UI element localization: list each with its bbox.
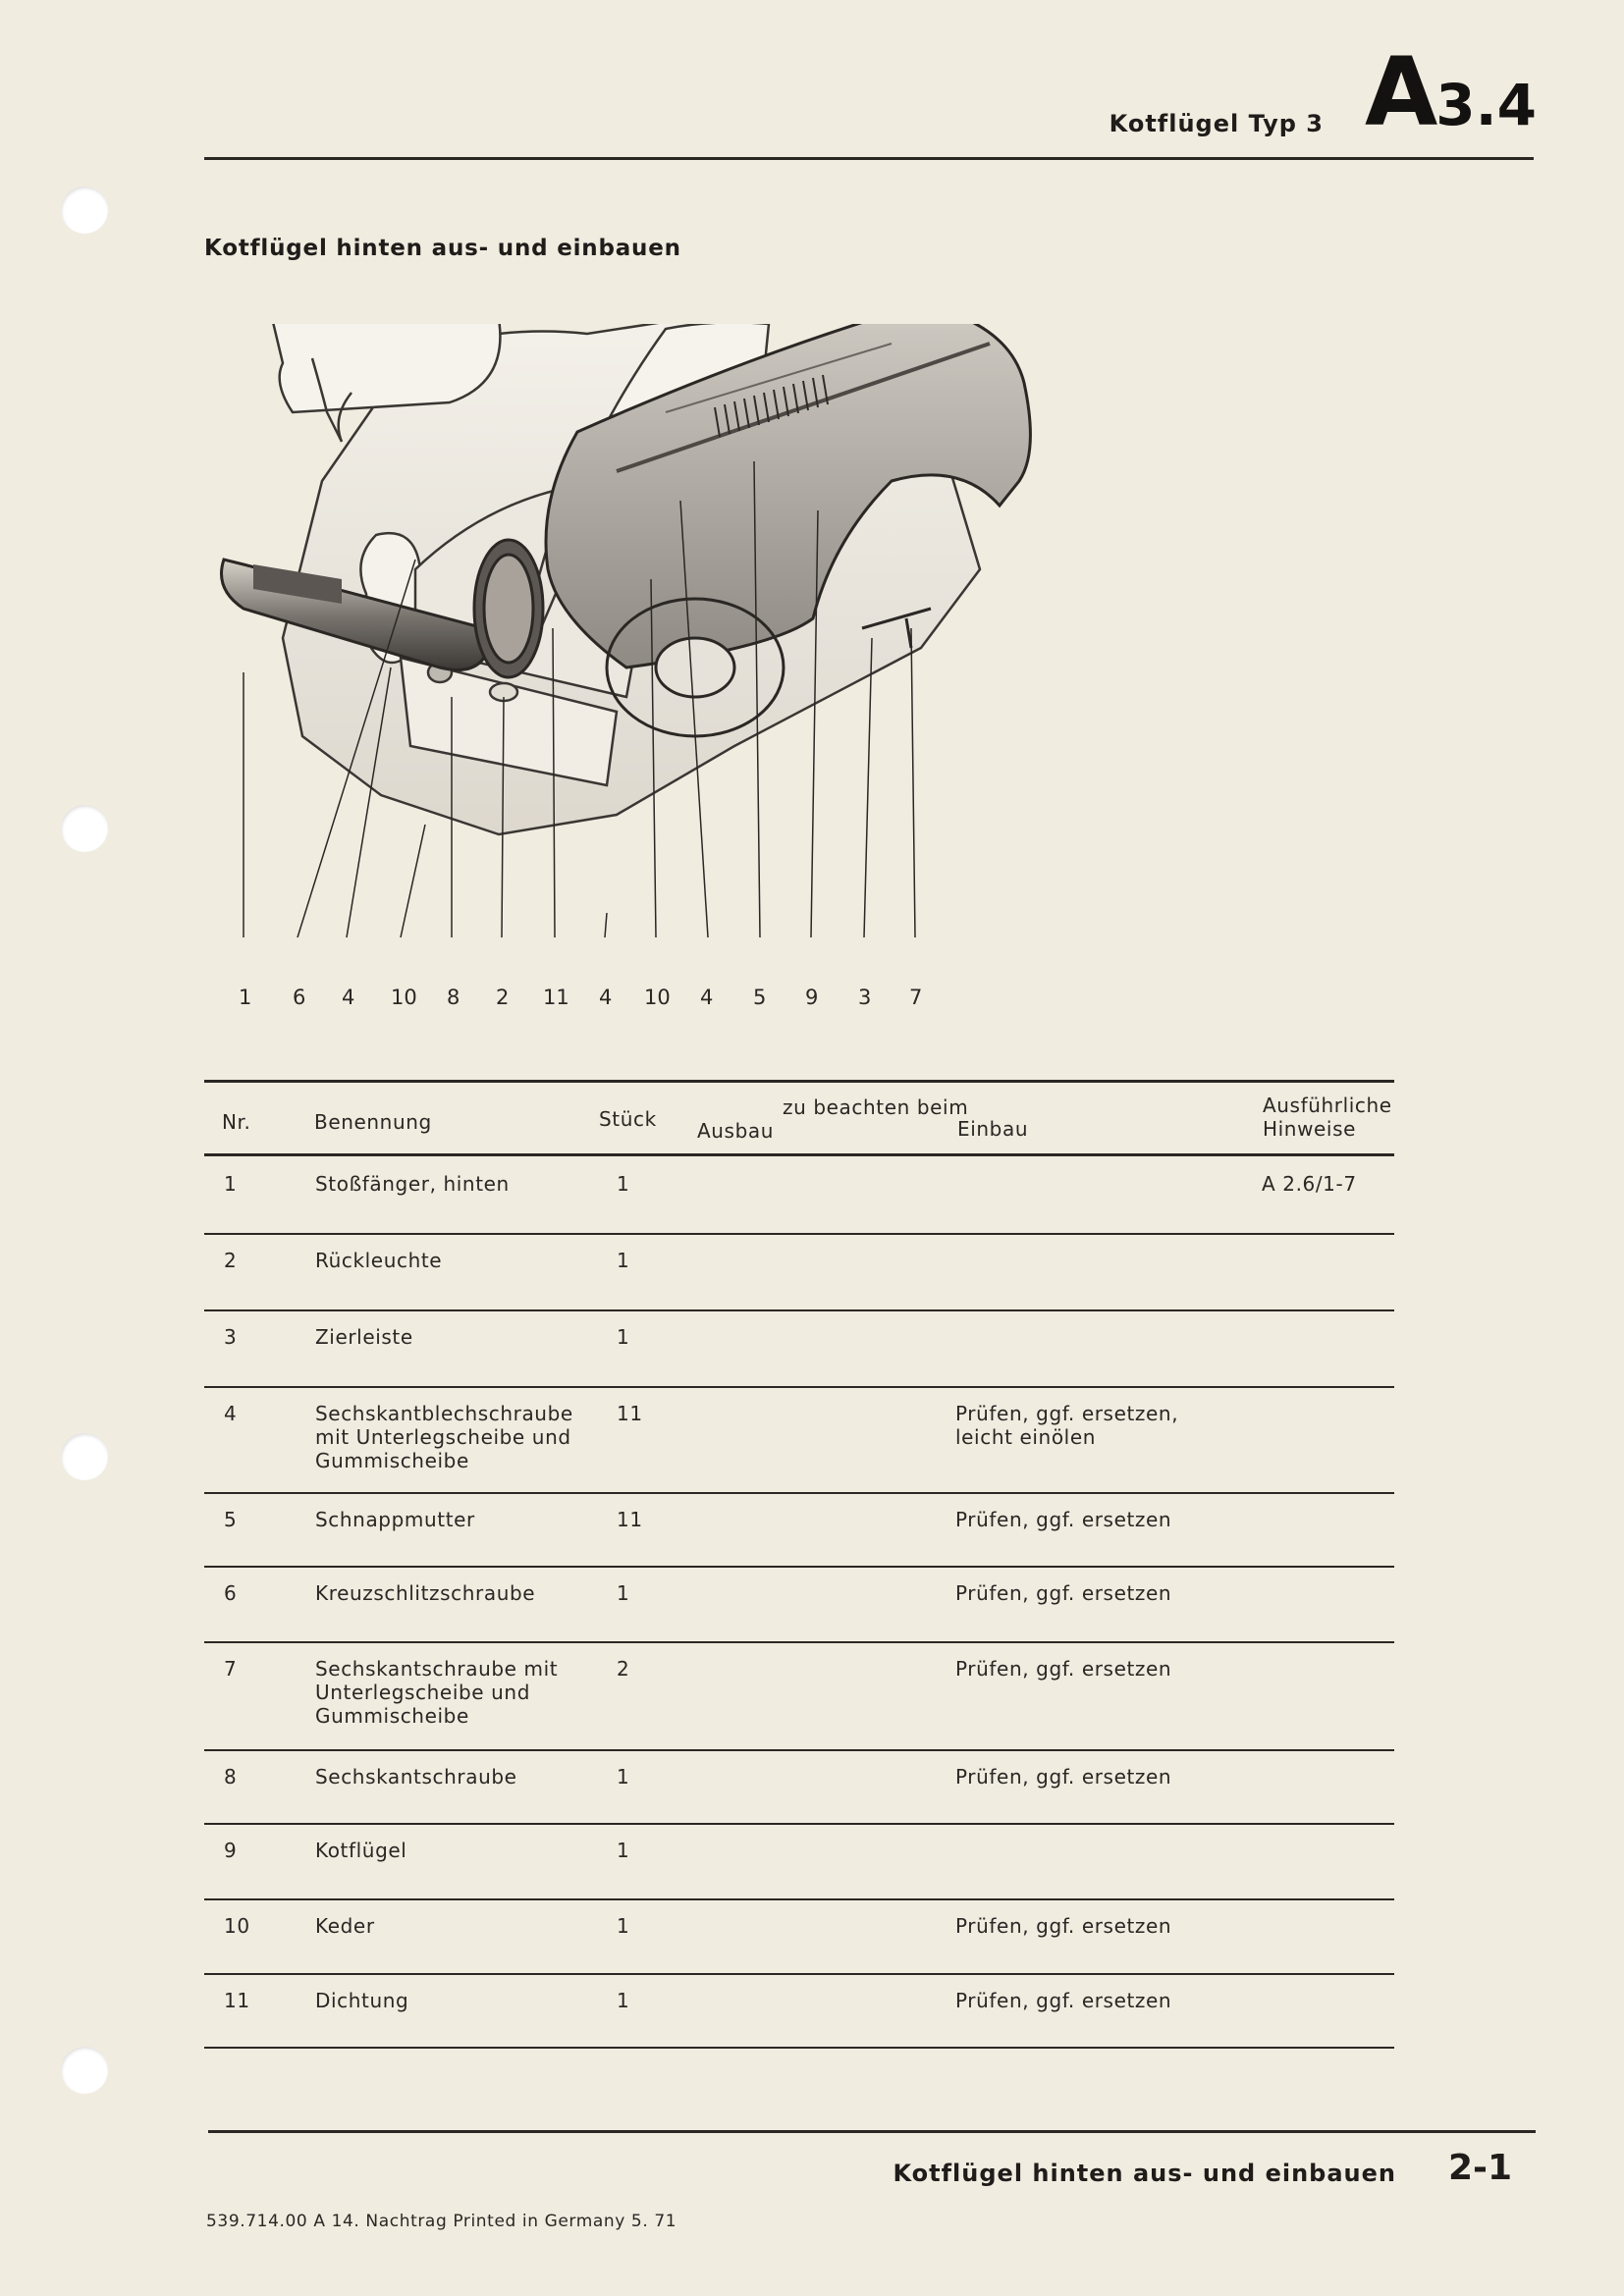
row-einbau: Prüfen, ggf. ersetzen bbox=[955, 1581, 1172, 1605]
row-nr: 1 bbox=[224, 1172, 238, 1196]
row-benennung: Sechskantschraube mit Unterlegscheibe und Gummischeibe bbox=[315, 1657, 559, 1728]
page-number: 2-1 bbox=[1448, 2148, 1513, 2188]
col-header-einbau: Einbau bbox=[957, 1117, 1029, 1141]
row-stueck: 1 bbox=[617, 1325, 630, 1349]
col-header-hinweise: Ausführliche Hinweise bbox=[1263, 1094, 1392, 1141]
row-benennung: Stoßfänger, hinten bbox=[315, 1172, 510, 1196]
row-nr: 6 bbox=[224, 1581, 238, 1605]
callout-9: 9 bbox=[805, 986, 819, 1009]
table-row bbox=[204, 1309, 1394, 1386]
table-row bbox=[204, 1641, 1394, 1749]
footer-rule bbox=[208, 2130, 1536, 2133]
table-row bbox=[204, 1492, 1394, 1566]
callout-2: 2 bbox=[496, 986, 510, 1009]
col-header-group: zu beachten beim bbox=[783, 1095, 969, 1119]
row-benennung: Sechskantblechschraube mit Unterlegscheibe und Gummischeibe bbox=[315, 1402, 573, 1472]
footer-title: Kotflügel hinten aus- und einbauen bbox=[893, 2160, 1396, 2187]
section-code bbox=[1365, 37, 1537, 147]
row-benennung: Rückleuchte bbox=[315, 1249, 443, 1272]
header-rule bbox=[204, 157, 1534, 160]
callout-5: 5 bbox=[753, 986, 767, 1009]
tail-light bbox=[474, 540, 543, 677]
car-rear-fender-illustration bbox=[204, 324, 1407, 1031]
exploded-view-figure bbox=[204, 324, 1407, 1031]
row-einbau: Prüfen, ggf. ersetzen bbox=[955, 1914, 1172, 1938]
callout-4c: 4 bbox=[700, 986, 714, 1009]
row-nr: 9 bbox=[224, 1839, 238, 1862]
punch-hole bbox=[61, 805, 108, 852]
table-row bbox=[204, 1749, 1394, 1823]
print-note: 539.714.00 A 14. Nachtrag Printed in Germany 5. 71 bbox=[206, 2212, 677, 2231]
table-row bbox=[204, 1898, 1394, 1973]
callout-8: 8 bbox=[447, 986, 460, 1009]
row-benennung: Schnappmutter bbox=[315, 1508, 475, 1531]
row-benennung: Keder bbox=[315, 1914, 375, 1938]
row-stueck: 11 bbox=[617, 1508, 643, 1531]
row-stueck: 1 bbox=[617, 1989, 630, 2012]
section-code-number: 3.4 bbox=[1435, 72, 1538, 138]
row-nr: 2 bbox=[224, 1249, 238, 1272]
col-header-stueck: Stück bbox=[599, 1107, 657, 1131]
row-einbau: Prüfen, ggf. ersetzen bbox=[955, 1765, 1172, 1789]
table-row bbox=[204, 1233, 1394, 1309]
row-stueck: 1 bbox=[617, 1765, 630, 1789]
row-stueck: 1 bbox=[617, 1581, 630, 1605]
row-benennung: Dichtung bbox=[315, 1989, 409, 2012]
table-row bbox=[204, 1823, 1394, 1898]
header-title: Kotflügel Typ 3 bbox=[1109, 110, 1324, 137]
row-einbau: Prüfen, ggf. ersetzen bbox=[955, 1657, 1172, 1681]
callout-10: 10 bbox=[391, 986, 417, 1009]
row-hinweise: A 2.6/1-7 bbox=[1262, 1172, 1357, 1196]
table-row bbox=[204, 1156, 1394, 1233]
row-stueck: 1 bbox=[617, 1172, 630, 1196]
row-stueck: 1 bbox=[617, 1839, 630, 1862]
row-nr: 4 bbox=[224, 1402, 238, 1425]
row-benennung: Sechskantschraube bbox=[315, 1765, 517, 1789]
punch-hole bbox=[61, 1433, 108, 1480]
row-einbau: Prüfen, ggf. ersetzen bbox=[955, 1508, 1172, 1531]
row-nr: 3 bbox=[224, 1325, 238, 1349]
table-row bbox=[204, 1566, 1394, 1641]
row-nr: 10 bbox=[224, 1914, 250, 1938]
row-stueck: 1 bbox=[617, 1249, 630, 1272]
callout-4b: 4 bbox=[599, 986, 613, 1009]
row-benennung: Zierleiste bbox=[315, 1325, 413, 1349]
table-top-rule bbox=[204, 1080, 1394, 1083]
row-nr: 5 bbox=[224, 1508, 238, 1531]
table-row bbox=[204, 1973, 1394, 2047]
col-header-benennung: Benennung bbox=[314, 1110, 432, 1134]
row-stueck: 11 bbox=[617, 1402, 643, 1425]
callout-11: 11 bbox=[543, 986, 569, 1009]
callout-3: 3 bbox=[858, 986, 872, 1009]
callout-1: 1 bbox=[239, 986, 252, 1009]
section-code-letter: A bbox=[1365, 37, 1436, 147]
callout-4: 4 bbox=[342, 986, 355, 1009]
row-separator bbox=[204, 2047, 1394, 2049]
callout-6: 6 bbox=[293, 986, 306, 1009]
row-nr: 11 bbox=[224, 1989, 250, 2012]
callout-7: 7 bbox=[909, 986, 923, 1009]
row-nr: 8 bbox=[224, 1765, 238, 1789]
section-title: Kotflügel hinten aus- und einbauen bbox=[204, 236, 681, 261]
punch-hole bbox=[61, 2047, 108, 2094]
row-einbau: Prüfen, ggf. ersetzen, leicht einölen bbox=[955, 1402, 1179, 1449]
row-nr: 7 bbox=[224, 1657, 238, 1681]
row-benennung: Kotflügel bbox=[315, 1839, 407, 1862]
callout-10b: 10 bbox=[644, 986, 671, 1009]
callout-labels bbox=[239, 986, 922, 1009]
punch-hole bbox=[61, 187, 108, 234]
row-stueck: 2 bbox=[617, 1657, 630, 1681]
row-stueck: 1 bbox=[617, 1914, 630, 1938]
row-benennung: Kreuzschlitzschraube bbox=[315, 1581, 536, 1605]
col-header-nr: Nr. bbox=[222, 1110, 251, 1134]
col-header-ausbau: Ausbau bbox=[697, 1119, 775, 1143]
row-einbau: Prüfen, ggf. ersetzen bbox=[955, 1989, 1172, 2012]
table-row bbox=[204, 1386, 1394, 1492]
